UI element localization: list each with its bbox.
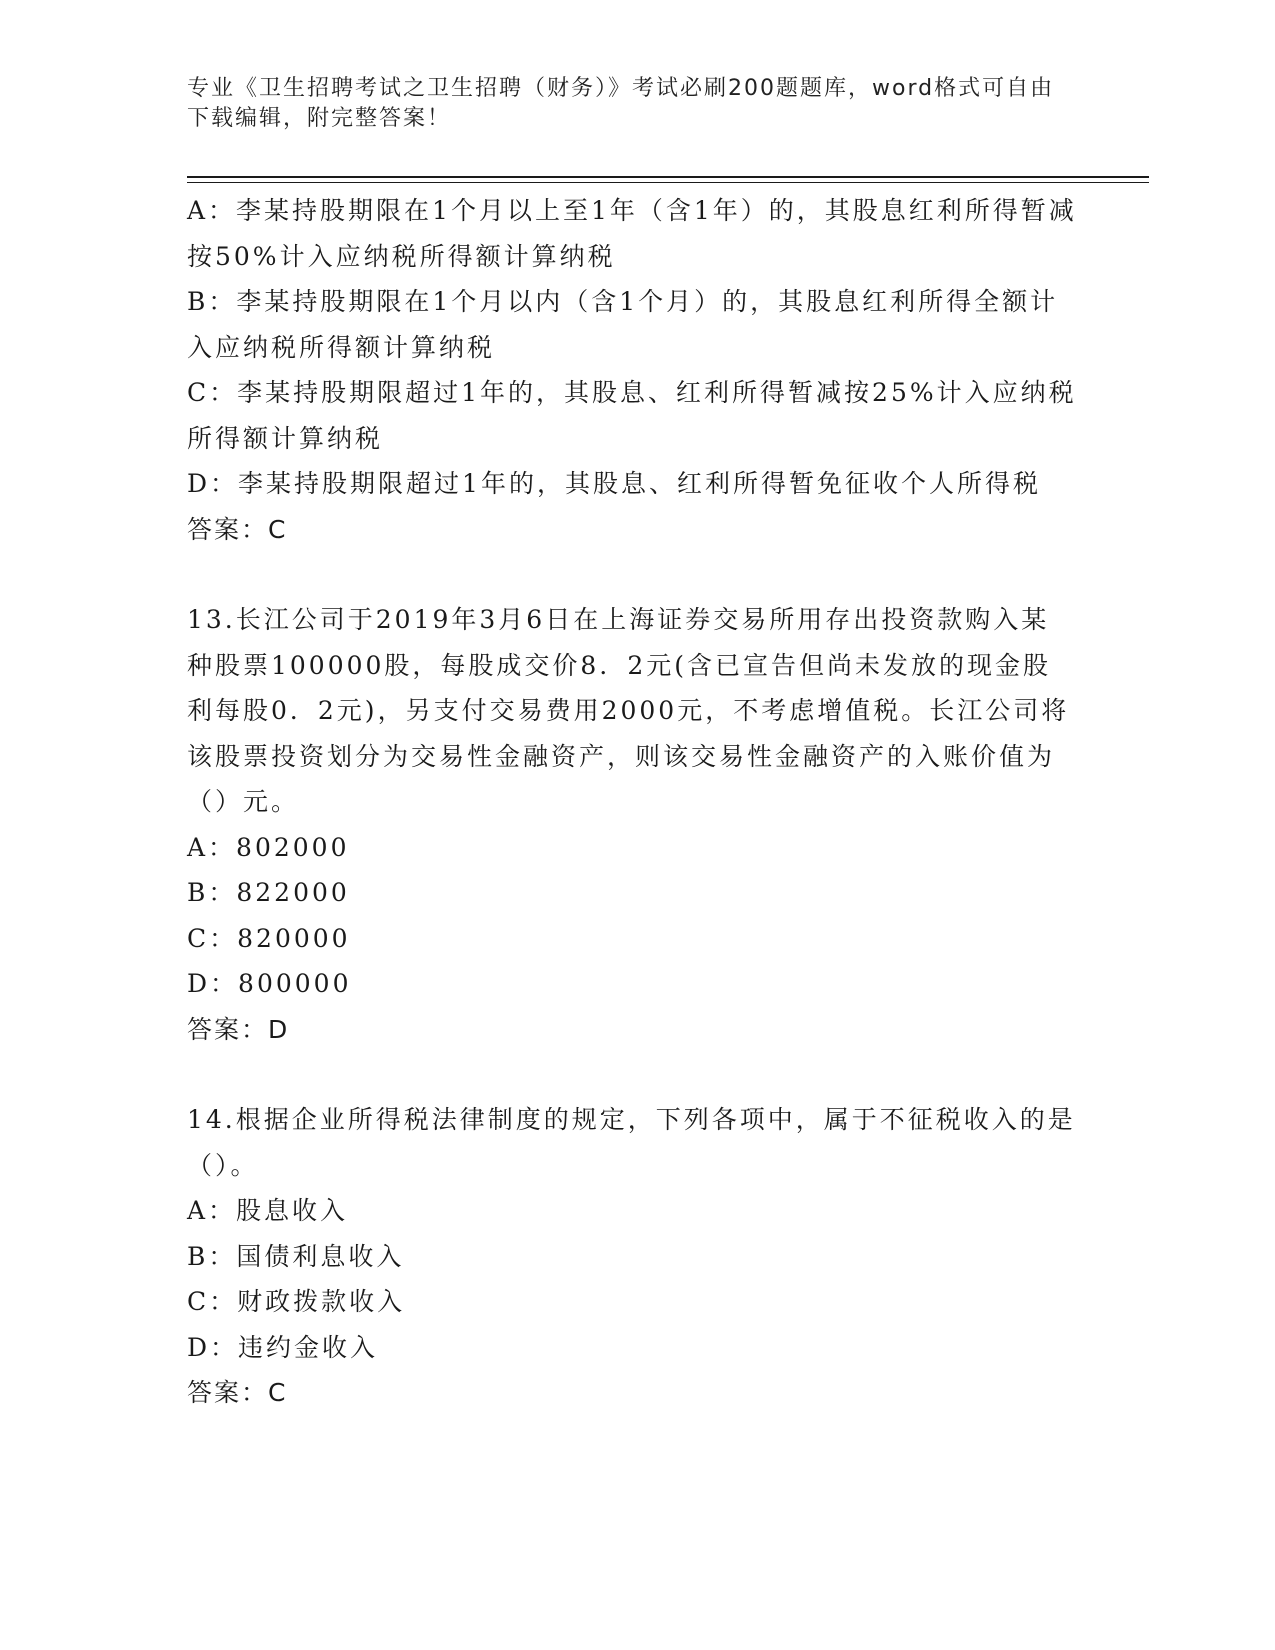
option-c: C：李某持股期限超过1年的，其股息、红利所得暂减按25%计入应纳税所得额计算纳税 [187, 378, 1077, 453]
question-stem: 13.长江公司于2019年3月6日在上海证券交易所用存出投资款购入某种股票100000股，每股成交价8．2元(含已宣告但尚未发放的现金股利每股0．2元)，另支付交易费用2000元，不考虑增值税。长江公司将该股票投资划分为交易性金融资产，则该交易性金融资产的入账价值为（）元。 [187, 605, 1070, 816]
option-b: B：822000 [187, 878, 350, 907]
option-d: D：李某持股期限超过1年的，其股息、红利所得暂免征收个人所得税 [187, 469, 1041, 498]
question-13-block [187, 597, 1077, 1052]
document-header: 专业《卫生招聘考试之卫生招聘（财务）》考试必刷200题题库，word格式可自由下载编辑，附完整答案！ [187, 76, 1055, 131]
question-stem: 14.根据企业所得税法律制度的规定，下列各项中，属于不征税收入的是（）。 [187, 1105, 1076, 1180]
spacer [187, 552, 1077, 597]
option-c: C：820000 [187, 923, 351, 953]
question-14-block [187, 1097, 1077, 1416]
header-divider-thin [187, 182, 1149, 183]
answer-line: 答案：D [187, 1014, 290, 1044]
answer-line: 答案：C [187, 1378, 288, 1407]
question-content [187, 188, 1077, 1416]
answer-line: 答案：C [187, 514, 288, 544]
option-c: C：财政拨款收入 [187, 1287, 406, 1316]
question-12-block [187, 188, 1077, 552]
header-divider-thick [187, 176, 1149, 178]
option-a: A：股息收入 [187, 1196, 349, 1225]
option-b: B：李某持股期限在1个月以内（含1个月）的，其股息红利所得全额计入应纳税所得额计算纳税 [187, 287, 1059, 362]
spacer [187, 1052, 1077, 1097]
option-d: D：800000 [187, 969, 352, 998]
option-b: B：国债利息收入 [187, 1241, 405, 1271]
option-d: D：违约金收入 [187, 1332, 379, 1362]
option-a: A：李某持股期限在1个月以上至1年（含1年）的，其股息红利所得暂减按50%计入应纳税所得额计算纳税 [187, 196, 1077, 271]
option-a: A：802000 [187, 832, 350, 862]
